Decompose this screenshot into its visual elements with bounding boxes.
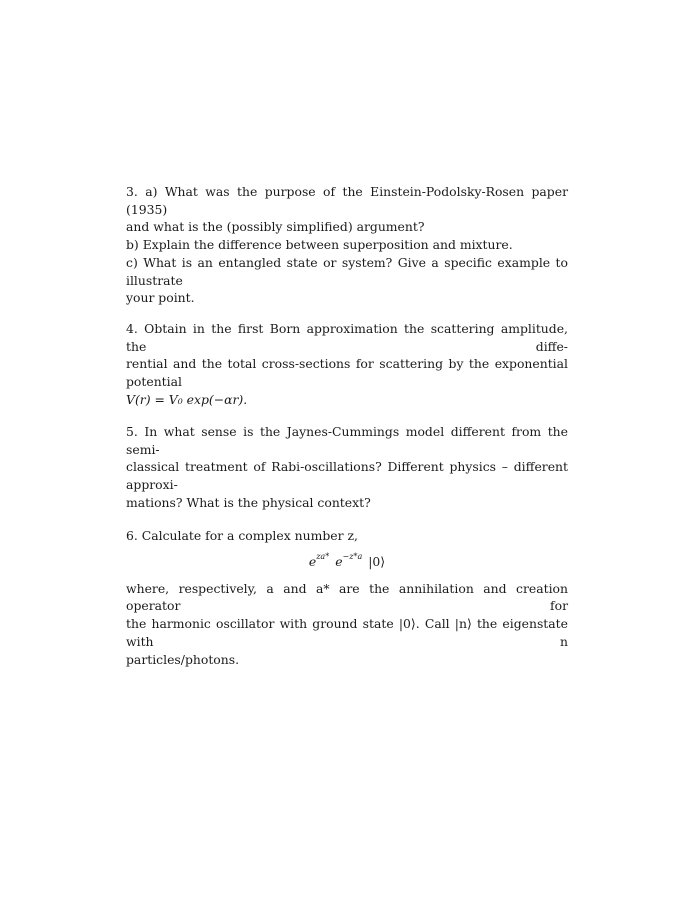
problem-4-potential-formula: V(r) = V₀ exp(−αr). bbox=[126, 391, 248, 407]
problem-6-line-3: particles/photons. bbox=[126, 651, 240, 667]
problem-3-line-4: c) What is an entangled state or system? Give a specific example to illustrate bbox=[126, 254, 568, 288]
displacement-operator-equation bbox=[126, 550, 568, 574]
problem-5-line-3: mations? What is the physical context? bbox=[126, 494, 371, 510]
equation-exponent-2: −z*a bbox=[342, 551, 363, 561]
equation-base-1: e bbox=[308, 553, 317, 569]
problem-6-line-1: where, respectively, a and a* are the annihilation and creation operator for bbox=[126, 580, 568, 614]
problem-3-line-1: 3. a) What was the purpose of the Einstein-Podolsky-Rosen paper (1935) bbox=[126, 184, 568, 217]
problem-4 bbox=[126, 320, 568, 409]
equation-ket: |0⟩ bbox=[368, 553, 386, 569]
problem-3-line-2: and what is the (possibly simplified) argument? bbox=[126, 219, 425, 235]
problem-4-line-2: rential and the total cross-sections for scattering by the exponential potential bbox=[126, 356, 568, 390]
problem-5 bbox=[126, 423, 568, 512]
problem-6-line-2: the harmonic oscillator with ground state |0⟩. Call |n⟩ the eigenstate with n bbox=[126, 616, 568, 649]
problem-4-line-1: 4. Obtain in the first Born approximation the scattering amplitude, the diffe- bbox=[126, 321, 568, 354]
problem-6 bbox=[126, 527, 568, 668]
problem-3 bbox=[126, 183, 568, 307]
problem-5-line-1: 5. In what sense is the Jaynes-Cummings model different from the semi- bbox=[126, 424, 568, 457]
problem-6-intro: 6. Calculate for a complex number z, bbox=[126, 528, 358, 543]
problem-3-line-3: b) Explain the difference between superposition and mixture. bbox=[126, 237, 513, 253]
problem-3-line-5: your point. bbox=[126, 290, 195, 306]
equation-exponent-1: za* bbox=[316, 551, 330, 561]
problem-5-line-2: classical treatment of Rabi-oscillations? Different physics – different approxi- bbox=[126, 459, 568, 493]
equation-base-2: e bbox=[335, 553, 343, 569]
